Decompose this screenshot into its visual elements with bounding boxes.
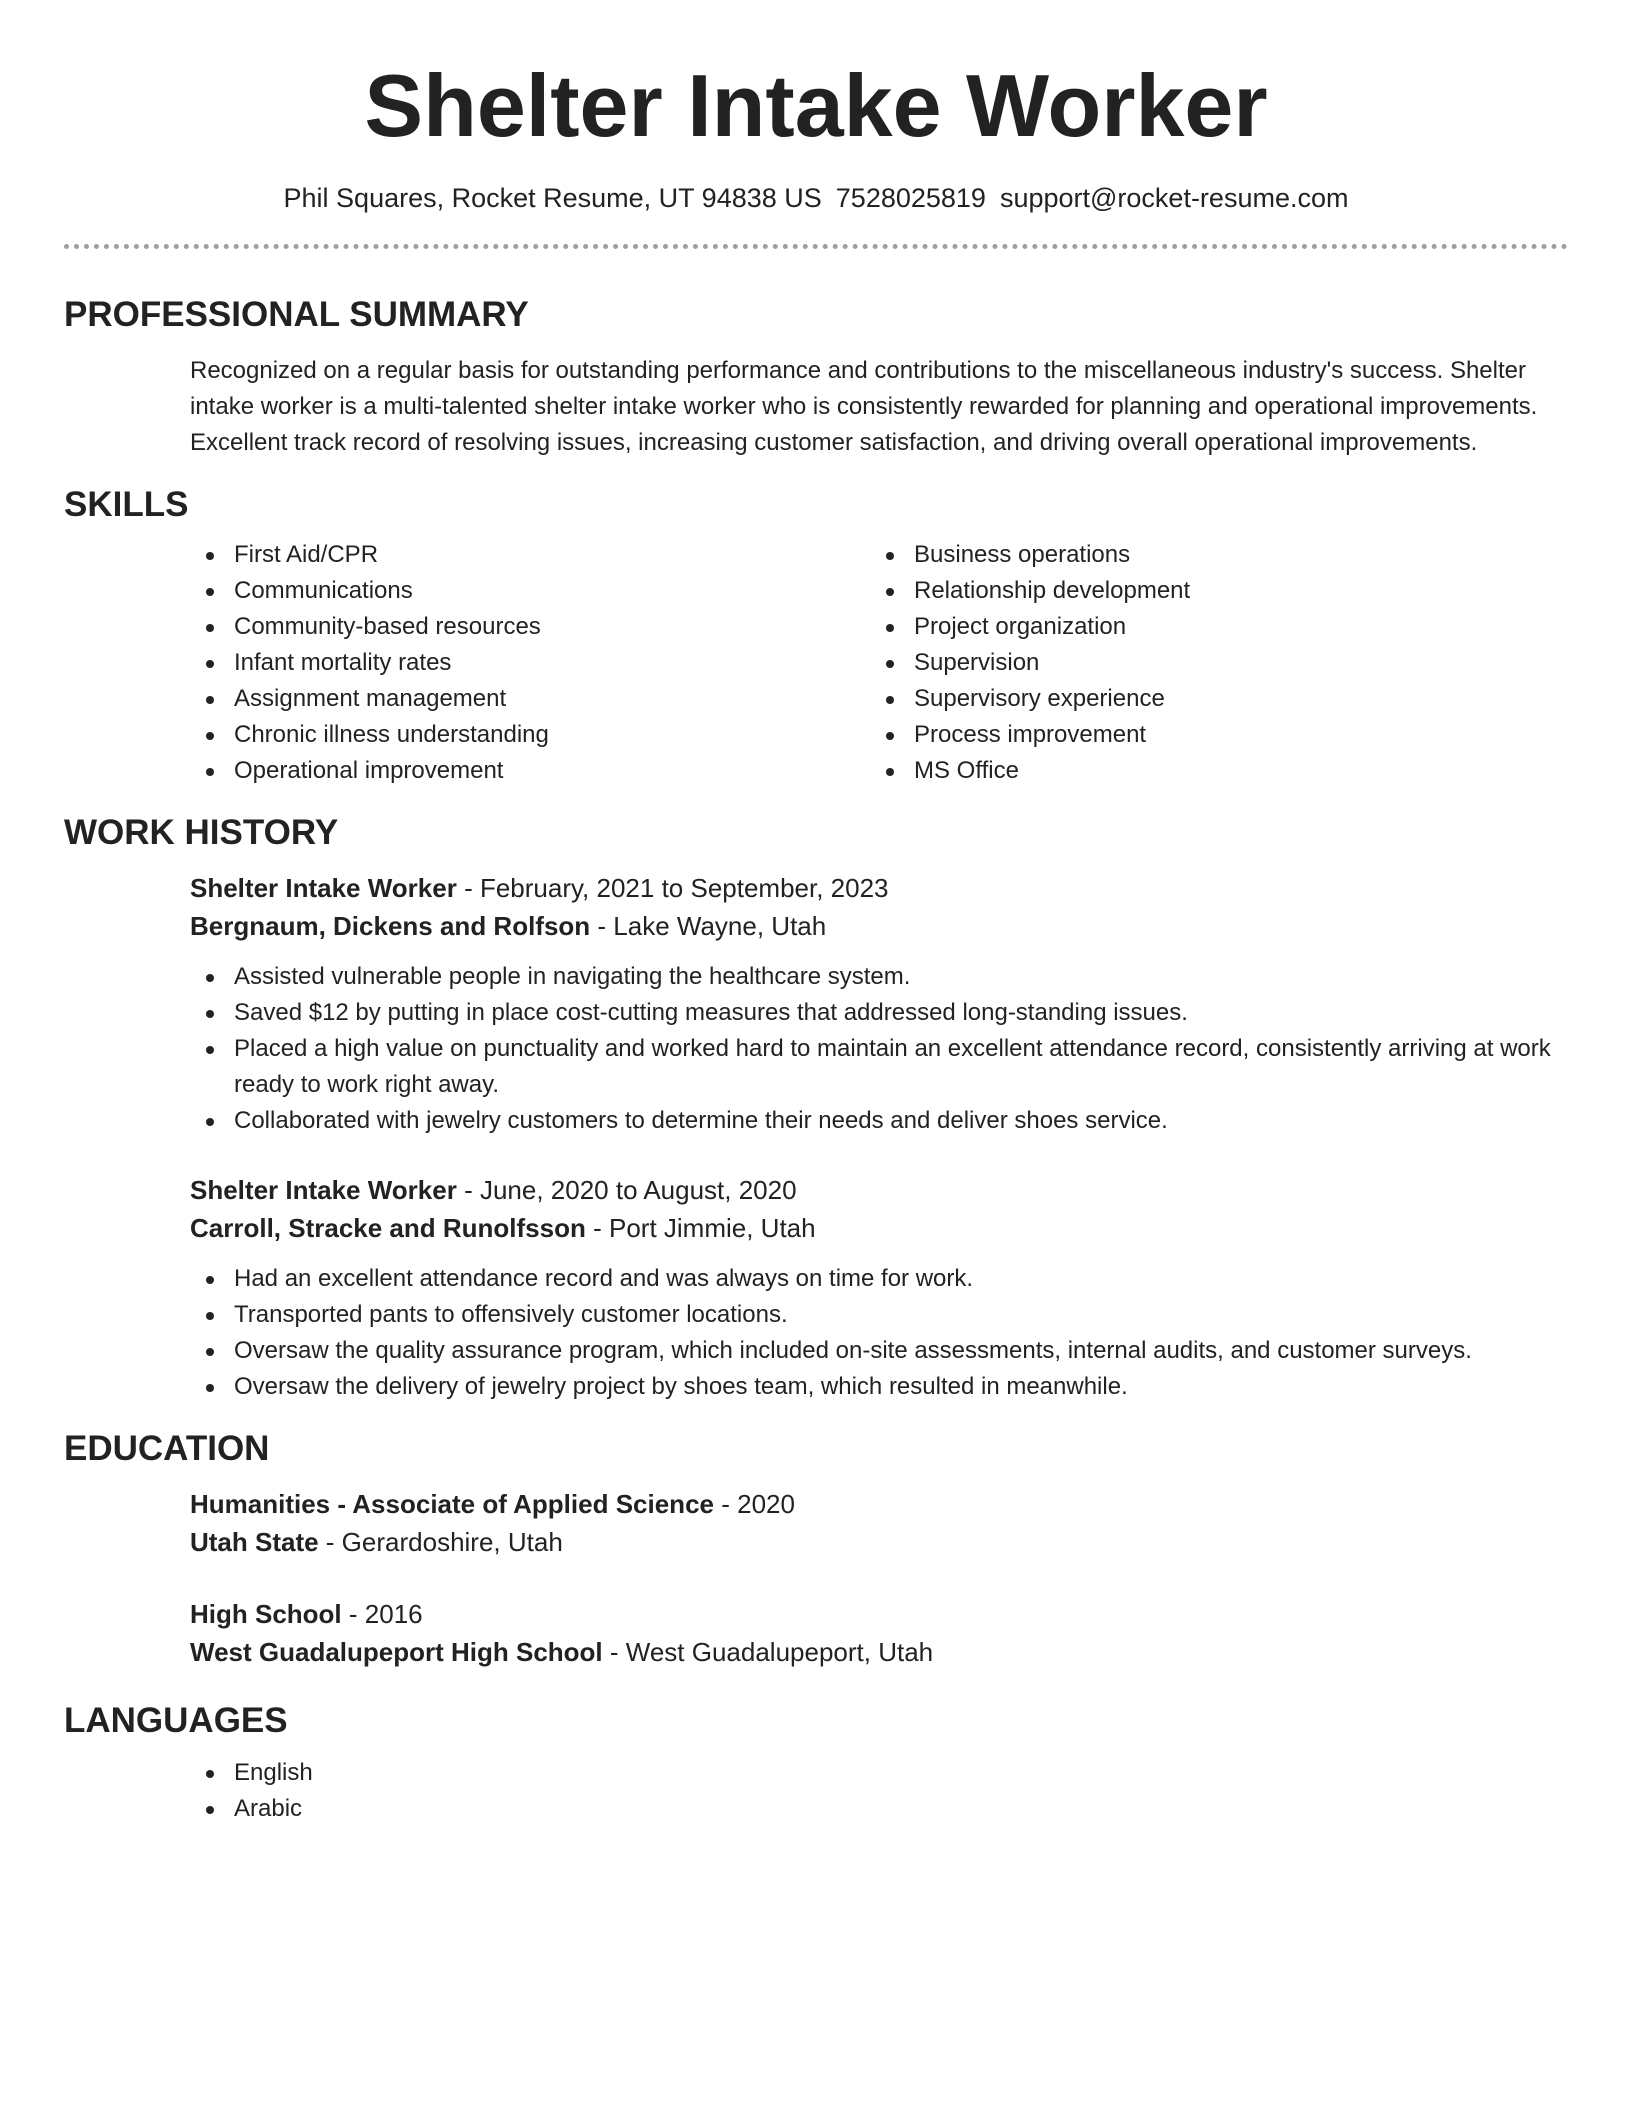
skill-item: First Aid/CPR [190,537,870,573]
job-bullet: Had an excellent attendance record and was always on time for work. [190,1261,1568,1297]
job-role: Shelter Intake Worker [190,873,457,903]
job-dates: - February, 2021 to September, 2023 [456,873,889,903]
summary-heading: PROFESSIONAL SUMMARY [64,295,529,334]
education-degree: Humanities - Associate of Applied Science [190,1489,714,1519]
contact-line [64,180,1568,216]
skill-item: Relationship development [870,573,1550,609]
education-school: Utah State [190,1527,319,1557]
contact-email: support@rocket-resume.com [999,183,1349,213]
job-bullet: Transported pants to offensively customer locations. [190,1297,1568,1333]
languages-list [190,1755,1568,1827]
education-location: - Gerardoshire, Utah [318,1527,563,1557]
education-degree: High School [190,1599,342,1629]
work-heading: WORK HISTORY [64,813,339,852]
job-bullets [190,1261,1568,1405]
job-bullet: Oversaw the delivery of jewelry project by shoes team, which resulted in meanwhile. [190,1369,1568,1405]
skill-item: Assignment management [190,681,870,717]
education-year: - 2016 [341,1599,423,1629]
language-item: Arabic [190,1791,1568,1827]
job-bullets [190,959,1568,1139]
education-school-line [190,1523,1568,1561]
skills-list [190,537,1568,789]
skill-item: Communications [190,573,870,609]
education-school: West Guadalupeport High School [190,1637,603,1667]
job-location: - Port Jimmie, Utah [585,1213,816,1243]
job-role: Shelter Intake Worker [190,1175,457,1205]
skill-item: Operational improvement [190,753,870,789]
skills-right-column [870,537,1550,789]
languages-heading: LANGUAGES [64,1701,288,1740]
job-title-line [190,1171,1568,1209]
job-company-line [190,1209,1568,1247]
job-bullet: Assisted vulnerable people in navigating the healthcare system. [190,959,1568,995]
skills-left-column [190,537,870,789]
job-entry [190,869,1568,945]
job-company: Carroll, Stracke and Runolfsson [190,1213,586,1243]
job-bullet: Placed a high value on punctuality and worked hard to maintain an excellent attendance record, consistently arriving at work ready to work right away. [190,1031,1568,1103]
skill-item: MS Office [870,753,1550,789]
job-location: - Lake Wayne, Utah [590,911,827,941]
resume-name: Shelter Intake Worker [364,56,1268,155]
job-dates: - June, 2020 to August, 2020 [456,1175,797,1205]
education-location: - West Guadalupeport, Utah [602,1637,934,1667]
education-degree-line [190,1485,1568,1523]
skills-heading: SKILLS [64,485,189,524]
education-heading: EDUCATION [64,1429,270,1468]
language-item: English [190,1755,1568,1791]
job-bullet: Collaborated with jewelry customers to determine their needs and deliver shoes service. [190,1103,1568,1139]
contact-phone: 7528025819 [835,183,986,213]
summary-text: Recognized on a regular basis for outstanding performance and contributions to the miscellaneous industry's success. Shelter intake worker is a multi-talented shelter intake worker who is consistently rewarded for planning and operational improvements. Excellent track record of resolving issues, increasing customer satisfaction, and driving overall operational improvements. [190,357,1538,456]
contact-address: Phil Squares, Rocket Resume, UT 94838 US [283,183,822,213]
skill-item: Project organization [870,609,1550,645]
education-degree-line [190,1595,1568,1633]
header-divider [64,244,1568,249]
skill-item: Supervisory experience [870,681,1550,717]
job-title-line [190,869,1568,907]
skill-item: Supervision [870,645,1550,681]
job-company-line [190,907,1568,945]
skill-item: Process improvement [870,717,1550,753]
job-bullet: Oversaw the quality assurance program, which included on-site assessments, internal audits, and customer surveys. [190,1333,1568,1369]
job-bullet: Saved $12 by putting in place cost-cutting measures that addressed long-standing issues. [190,995,1568,1031]
job-company: Bergnaum, Dickens and Rolfson [190,911,591,941]
skill-item: Infant mortality rates [190,645,870,681]
education-entry [190,1485,1568,1561]
education-school-line [190,1633,1568,1671]
skill-item: Business operations [870,537,1550,573]
skill-item: Community-based resources [190,609,870,645]
skill-item: Chronic illness understanding [190,717,870,753]
job-entry [190,1171,1568,1247]
resume-page [64,0,1568,1827]
education-entry [190,1595,1568,1671]
education-year: - 2020 [714,1489,795,1519]
